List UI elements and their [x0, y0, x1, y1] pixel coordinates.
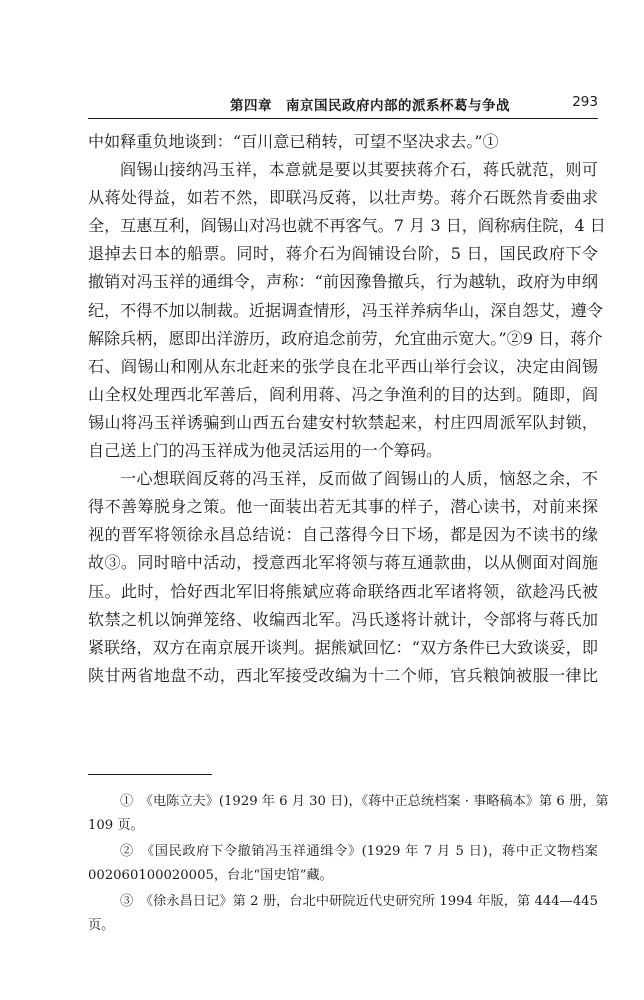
- footnote-3-line: ③ 《徐永昌日记》第 2 册，台北中研院近代史研究所 1994 年版，第 444—445: [120, 894, 598, 909]
- body-line: 阎锡山接纳冯玉祥，本意就是要以其要挟蒋介石，蒋氏就范，则可: [120, 160, 598, 180]
- body-line: 从蒋处得益，如若不然，即联冯反蒋，以壮声势。蒋介石既然肯委曲求: [88, 188, 598, 208]
- footnote-rule: [88, 774, 212, 775]
- body-line: 解除兵柄，愿即出洋游历，政府追念前劳，允宜曲示宽大。”②9 日，蒋介: [88, 328, 603, 348]
- body-line: 中如释重负地谈到：“百川意已稍转，可望不坚决求去。”①: [88, 132, 499, 151]
- body-text: [88, 128, 606, 690]
- footnotes: [88, 790, 609, 938]
- page-number: 293: [572, 94, 598, 110]
- footnote-2-line: 002060100020005，台北“国史馆”藏。: [88, 868, 333, 883]
- footnote-3-line: 页。: [88, 918, 115, 933]
- footnote-2-line: ② 《国民政府下令撤销冯玉祥通缉令》(1929 年 7 月 5 日)，蒋中正文物档案: [120, 844, 598, 859]
- body-line: 得不善筹脱身之策。他一面装出若无其事的样子，潜心读书，对前来探: [88, 497, 598, 517]
- header-rule: [88, 118, 598, 119]
- body-line: 山全权处理西北军善后，阎利用蒋、冯之争渔利的目的达到。随即，阎: [88, 384, 598, 404]
- body-line: 紧联络，双方在南京展开谈判。据熊斌回忆：“双方条件已大致谈妥，即: [88, 637, 598, 657]
- body-line: 锡山将冯玉祥诱骗到山西五台建安村软禁起来，村庄四周派军队封锁，: [88, 412, 598, 432]
- body-line: 退掉去日本的船票。同时，蒋介石为阎铺设台阶，5 日，国民政府下令: [88, 244, 598, 264]
- body-line: 软禁之机以饷弹笼络、收编西北军。冯氏遂将计就计，令部将与蒋氏加: [88, 609, 598, 629]
- body-line: 一心想联阎反蒋的冯玉祥，反而做了阎锡山的人质，恼怒之余，不: [120, 469, 598, 489]
- body-line: 陕甘两省地盘不动，西北军接受改编为十二个师，官兵粮饷被服一律比: [88, 665, 598, 685]
- body-line: 撤销对冯玉祥的通缉令，声称：“前因豫鲁撤兵，行为越轨，政府为申纲: [88, 272, 598, 292]
- body-line: 纪，不得不加以制裁。近据调查情形，冯玉祥养病华山，深自怨艾，遵令: [88, 300, 603, 320]
- body-line: 全，互惠互利，阎锡山对冯也就不再客气。7 月 3 日，阎称病住院，4 日: [88, 216, 606, 236]
- running-header: [88, 94, 598, 116]
- body-line: 视的晋军将领徐永昌总结说：自己落得今日下场，都是因为不读书的缘: [88, 525, 598, 545]
- body-line: 自己送上门的冯玉祥成为他灵活运用的一个筹码。: [88, 441, 443, 461]
- footnote-1-line: 109 页。: [88, 818, 144, 833]
- body-line: 故③。同时暗中活动，授意西北军将领与蒋互通款曲，以从侧面对阎施: [88, 553, 598, 573]
- body-line: 石、阎锡山和刚从东北赶来的张学良在北平西山举行会议，决定由阎锡: [88, 356, 598, 376]
- footnote-1-line: ① 《电陈立夫》(1929 年 6 月 30 日)，《蒋中正总统档案 · 事略稿本》第 6 册，第: [120, 794, 609, 809]
- chapter-title: 第四章 南京国民政府内部的派系杯葛与争战: [230, 98, 510, 114]
- body-line: 压。此时，恰好西北军旧将熊斌应蒋命联络西北军诸将领，欲趁冯氏被: [88, 581, 598, 601]
